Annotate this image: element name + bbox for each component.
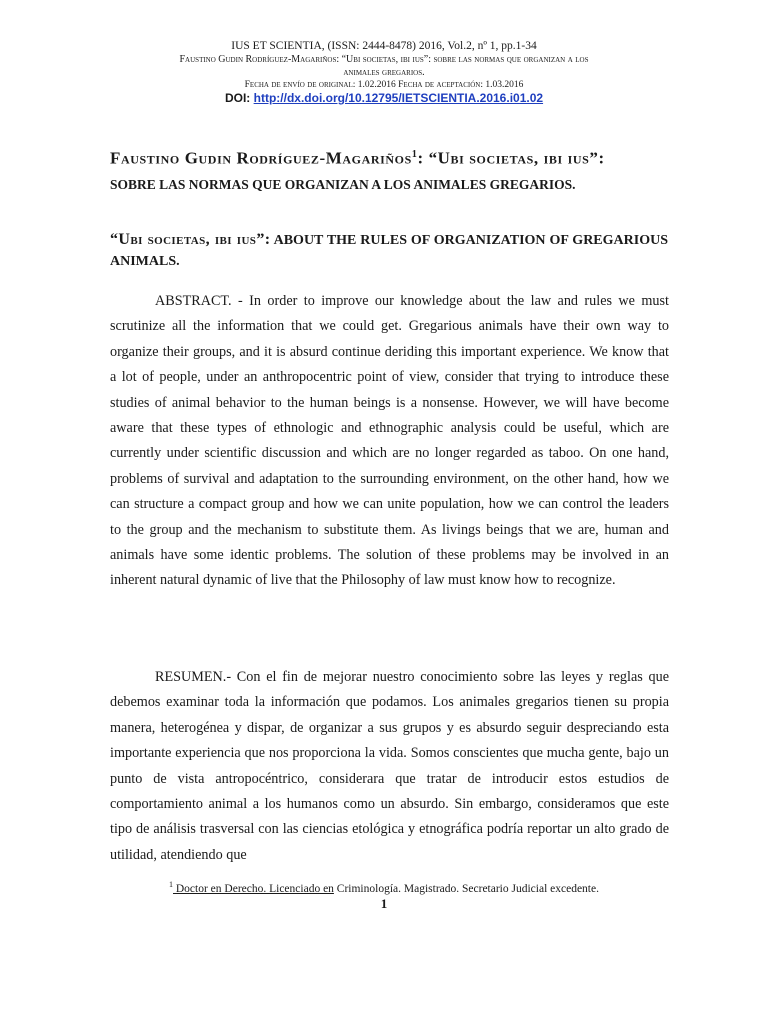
footnote-text: Criminología. Magistrado. Secretario Judicial excedente. [333, 882, 599, 895]
english-title [110, 229, 668, 272]
english-title-rest: ABOUT THE RULES OF ORGANIZATION OF GREGARIOUS ANIMALS. [110, 233, 668, 269]
running-title: Faustino Gudin Rodríguez-Magariños: “Ubi societas, ibi ius”: sobre las normas que organizan a los [179, 54, 589, 65]
running-header [0, 40, 768, 105]
doi-link[interactable]: http://dx.doi.org/10.12795/IETSCIENTIA.2016.i01.02 [253, 91, 544, 105]
title-latin-phrase: : “Ubi societas, ibi ius”: [417, 148, 605, 168]
page-number: 1 [380, 896, 388, 911]
footnote [0, 878, 768, 896]
footnote-underlined: Doctor en Derecho. Licenciado en [173, 882, 334, 895]
footnote-separator [110, 872, 290, 873]
submission-dates: Fecha de envío de original: 1.02.2016 Fecha de aceptación: 1.03.2016 [244, 80, 524, 90]
abstract-paragraph: ABSTRACT. - In order to improve our knowledge about the law and rules we must scrutinize all the information that we could get. Gregarious animals have their own way to organize their groups, and it is absurd continue deriding this important experience. We know that a lot of people, under an anthropocentric point of view, consider that trying to introduce these studies of animal behavior to the human beings is a nonsense. However, we will have become aware that these types of ethnologic and ethnographic analysis could be useful, which are currently under scientific discussion and which are no longer regarded as taboo. On one hand, problems of survival and adaptation to the surrounding environment, on the other hand, how we can structure a compact group and how we can unite population, how we can control the leaders to the group and the mechanism to substitute them. As livings beings that we are, human and animals have some identic problems. The solution of these problems may be involved in an inherent natural dynamic of live that the Philosophy of law must know how to recognize. [110, 293, 669, 589]
journal-citation: IUS ET SCIENTIA, (ISSN: 2444-8478) 2016, Vol.2, nº 1, pp.1-34 [231, 40, 537, 52]
resumen-paragraph: RESUMEN.- Con el fin de mejorar nuestro conocimiento sobre las leyes y reglas que debemos examinar toda la información que podamos. Los animales gregarios tienen su propia manera, heterogénea y dispar, de organizar a sus grupos y es absurdo seguir despreciando esta importante experiencia que nos proporciona la vida. Somos conscientes que mucha gente, bajo un punto de vista antropocéntrico, considerara que tratar de introducir estos estudios de comportamiento animal a los humanos como un absurdo. Sin embargo, consideramos que este tipo de análisis trasversal con las ciencias etológica y etnográfica podría reportar un alto grado de utilidad, atendiendo que [110, 669, 669, 863]
doi-label: DOI: [224, 91, 251, 105]
author-name: Faustino Gudin Rodríguez-Magariños [110, 148, 412, 168]
english-title-latin: “Ubi societas, ibi ius”: [110, 231, 271, 248]
doi-line [0, 92, 768, 105]
running-title-continued: animales gregarios. [343, 67, 425, 78]
spanish-subtitle: SOBRE LAS NORMAS QUE ORGANIZAN A LOS ANIMALES GREGARIOS. [110, 177, 576, 192]
article-title [110, 144, 668, 170]
footnote-mark: 1 [169, 880, 173, 889]
author-footnote-mark[interactable]: 1 [411, 149, 418, 160]
